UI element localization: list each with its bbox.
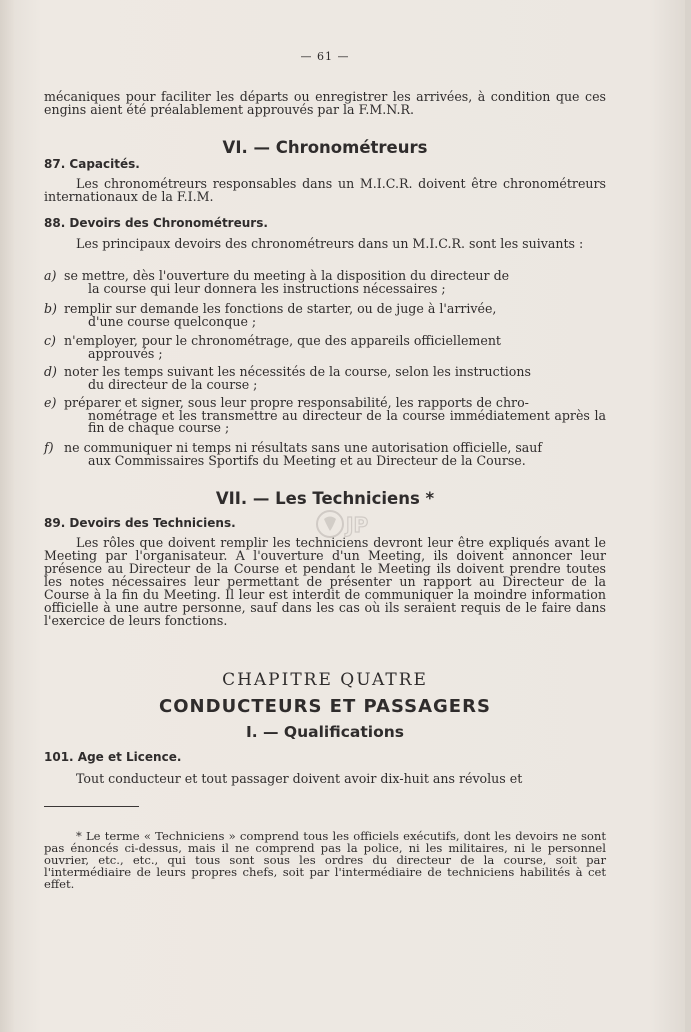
chapter-label: CHAPITRE QUATRE <box>222 670 428 690</box>
article-101-heading: 101. Age et Licence. <box>44 750 182 764</box>
list-item-label: e) <box>44 395 57 410</box>
list-item-continuation: du directeur de la course ; <box>88 376 258 392</box>
list-item-continuation: approuvés ; <box>88 345 163 361</box>
list-item <box>44 442 606 467</box>
list-item-text: ne communiquer ni temps ni résultats sans une autorisation officielle, sauf <box>64 440 543 455</box>
article-88-heading: 88. Devoirs des Chronométreurs. <box>44 216 268 230</box>
article-87-text: Les chronométreurs responsables dans un M.I.C.R. doivent être chronométreurs internationaux de la F.I.M. <box>44 176 606 204</box>
list-item-label: f) <box>44 440 54 455</box>
section-vi-title: VI. — Chronométreurs <box>222 138 428 157</box>
list-item-label: a) <box>44 268 57 283</box>
list-item-continuation: aux Commissaires Sportifs du Meeting et au Directeur de la Course. <box>88 452 526 468</box>
list-item <box>44 303 606 328</box>
page-number: — 61 — <box>300 50 350 63</box>
watermark-stamp-icon <box>312 505 376 543</box>
list-item-continuation: la course qui leur donnera les instructions nécessaires ; <box>88 280 446 296</box>
list-item-label: d) <box>44 364 57 379</box>
list-item-continuation: nométrage et les transmettre au directeur de la course immédiatement après la fin de chaque course ; <box>88 407 606 435</box>
list-item-label: b) <box>44 301 57 316</box>
list-item-label: c) <box>44 333 56 348</box>
article-88-text: Les principaux devoirs des chronométreurs dans un M.I.C.R. sont les suivants : <box>76 236 584 251</box>
list-item-text: remplir sur demande les fonctions de starter, ou de juge à l'arrivée, <box>64 301 497 316</box>
list-item-text: noter les temps suivant les nécessités de la course, selon les instructions <box>64 364 531 379</box>
intro-paragraph: mécaniques pour faciliter les départs ou enregistrer les arrivées, à condition que ces engins aient été préalablement approuvés par la F.M.N.R. <box>44 89 606 117</box>
list-item <box>44 335 606 360</box>
list-item <box>44 366 606 391</box>
article-101-text: Tout conducteur et tout passager doivent avoir dix-huit ans révolus et <box>76 771 523 786</box>
page-edge-right <box>685 0 691 1032</box>
list-item <box>44 397 606 435</box>
list-item-text: préparer et signer, sous leur propre responsabilité, les rapports de chro- <box>64 395 529 410</box>
page-edge-left <box>0 0 14 1032</box>
footnote-divider <box>44 806 139 807</box>
list-item <box>44 270 606 295</box>
list-item-continuation: d'une course quelconque ; <box>88 313 257 329</box>
section-i-title: I. — Qualifications <box>245 723 404 741</box>
svg-text:JP: JP <box>346 513 369 537</box>
footnote: * Le terme « Techniciens » comprend tous les officiels exécutifs, dont les devoirs ne sont pas énoncés ci-dessus, mais il ne comprend pas la police, ni les militaires, ni le personnel ouvrier, etc., etc., qui tous sont sous les ordres du directeur de la course, soit par l'intermédiaire de leurs propres chefs, soit par l'intermédiaire de techniciens habilités à cet effet. <box>44 828 606 891</box>
chapter-title: CONDUCTEURS ET PASSAGERS <box>159 696 491 717</box>
article-89-text: Les rôles que doivent remplir les techniciens devront leur être expliqués avant le Meeting par l'organisateur. A l'ouverture d'un Meeting, ils doivent annoncer leur présence au Directeur de la Course et pendant le Meeting ils doivent prendre toutes les notes nécessaires leur permettant de présenter un rapport au Directeur de la Course à la fin du Meeting. Il leur est interdit de communiquer la moindre information officielle à une autre personne, sauf dans les cas où ils seraient requis de le faire dans l'exercice de leurs fonctions. <box>44 535 606 628</box>
article-89-heading: 89. Devoirs des Techniciens. <box>44 516 236 530</box>
list-item-text: n'employer, pour le chronométrage, que des appareils officiellement <box>64 333 501 348</box>
list-item-text: se mettre, dès l'ouverture du meeting à la disposition du directeur de <box>64 268 510 283</box>
section-vii-title: VII. — Les Techniciens * <box>215 489 435 508</box>
article-87-heading: 87. Capacités. <box>44 157 140 171</box>
